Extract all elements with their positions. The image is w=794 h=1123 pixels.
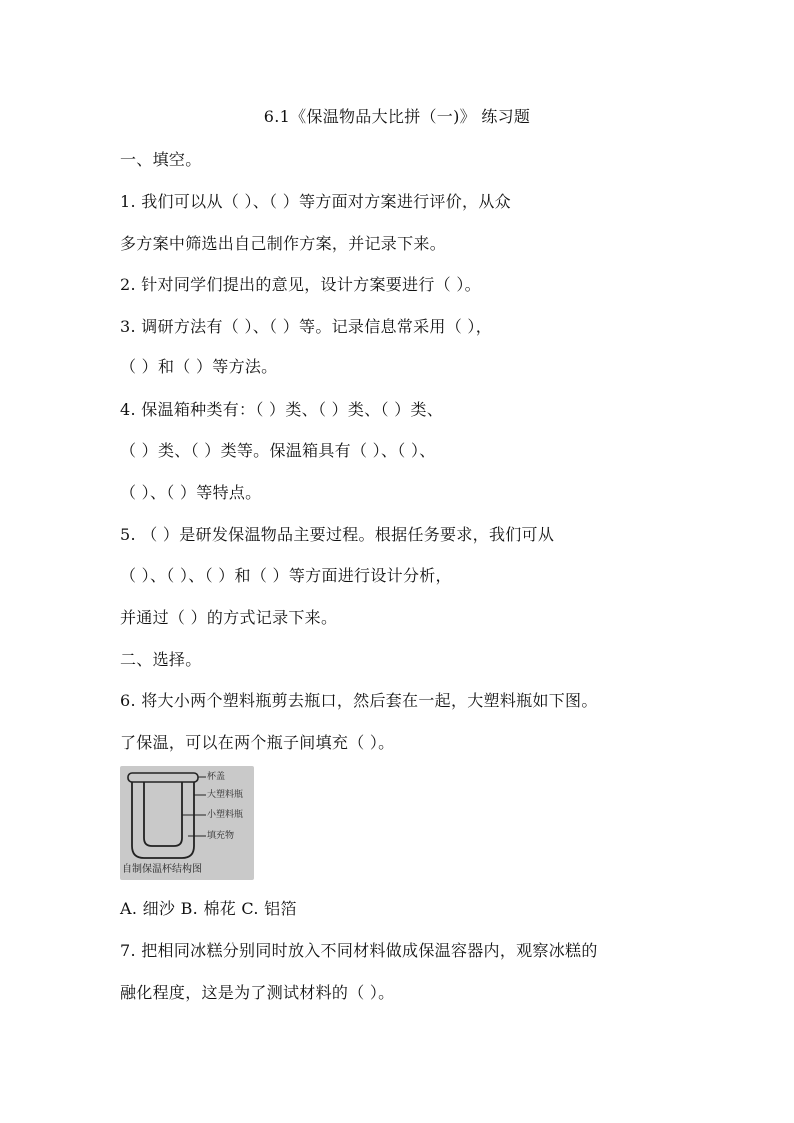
question-7-line-2: 融化程度，这是为了测试材料的（ ）。	[120, 983, 395, 1002]
thermos-diagram	[120, 766, 254, 880]
question-5-line-2: （ ）、（ ）、（ ）和（ ）等方面进行设计分析，	[120, 566, 452, 585]
section-choice-heading: 二、选择。	[120, 650, 202, 669]
question-6-options: A. 细沙 B. 棉花 C. 铝箔	[120, 899, 297, 918]
question-5-line-1: 5. （ ）是研发保温物品主要过程。根据任务要求，我们可从	[120, 525, 555, 544]
section-fill-in-heading: 一、填空。	[120, 150, 202, 169]
question-1-line-1: 1. 我们可以从（ ）、（ ）等方面对方案进行评价，从众	[120, 192, 511, 211]
question-4-line-1: 4. 保温箱种类有：（ ）类、（ ）类、（ ）类、	[120, 400, 444, 419]
lid-shape	[128, 773, 198, 782]
question-4-line-3: （ ）、（ ）等特点。	[120, 483, 262, 502]
question-1-line-2: 多方案中筛选出自己制作方案，并记录下来。	[120, 234, 447, 253]
question-6-line-1: 6. 将大小两个塑料瓶剪去瓶口，然后套在一起，大塑料瓶如下图。	[120, 691, 598, 710]
figure-label-filler: 填充物	[207, 831, 235, 841]
inner-bottle-shape	[144, 782, 182, 846]
worksheet-title: 6.1《保温物品大比拼（一)》 练习题	[263, 107, 531, 126]
figure-label-inner-bottle: 小塑料瓶	[207, 810, 244, 820]
thermos-structure-figure	[120, 766, 254, 880]
figure-caption: 自制保温杯结构图	[122, 864, 202, 875]
question-3-line-2: （ ）和（ ）等方法。	[120, 357, 278, 376]
question-2: 2. 针对同学们提出的意见，设计方案要进行（ ）。	[120, 275, 481, 294]
question-4-line-2: （ ）类、（ ）类等。保温箱具有（ ）、（ ）、	[120, 441, 436, 460]
question-6-line-2: 了保温，可以在两个瓶子间填充（ ）。	[120, 733, 395, 752]
figure-label-outer-bottle: 大塑料瓶	[207, 790, 244, 800]
figure-label-lid: 杯盖	[207, 772, 226, 782]
question-5-line-3: 并通过（ ）的方式记录下来。	[120, 608, 338, 627]
question-7-line-1: 7. 把相同冰糕分别同时放入不同材料做成保温容器内，观察冰糕的	[120, 941, 598, 960]
question-3-line-1: 3. 调研方法有（ ）、（ ）等。记录信息常采用（ ），	[120, 317, 493, 336]
